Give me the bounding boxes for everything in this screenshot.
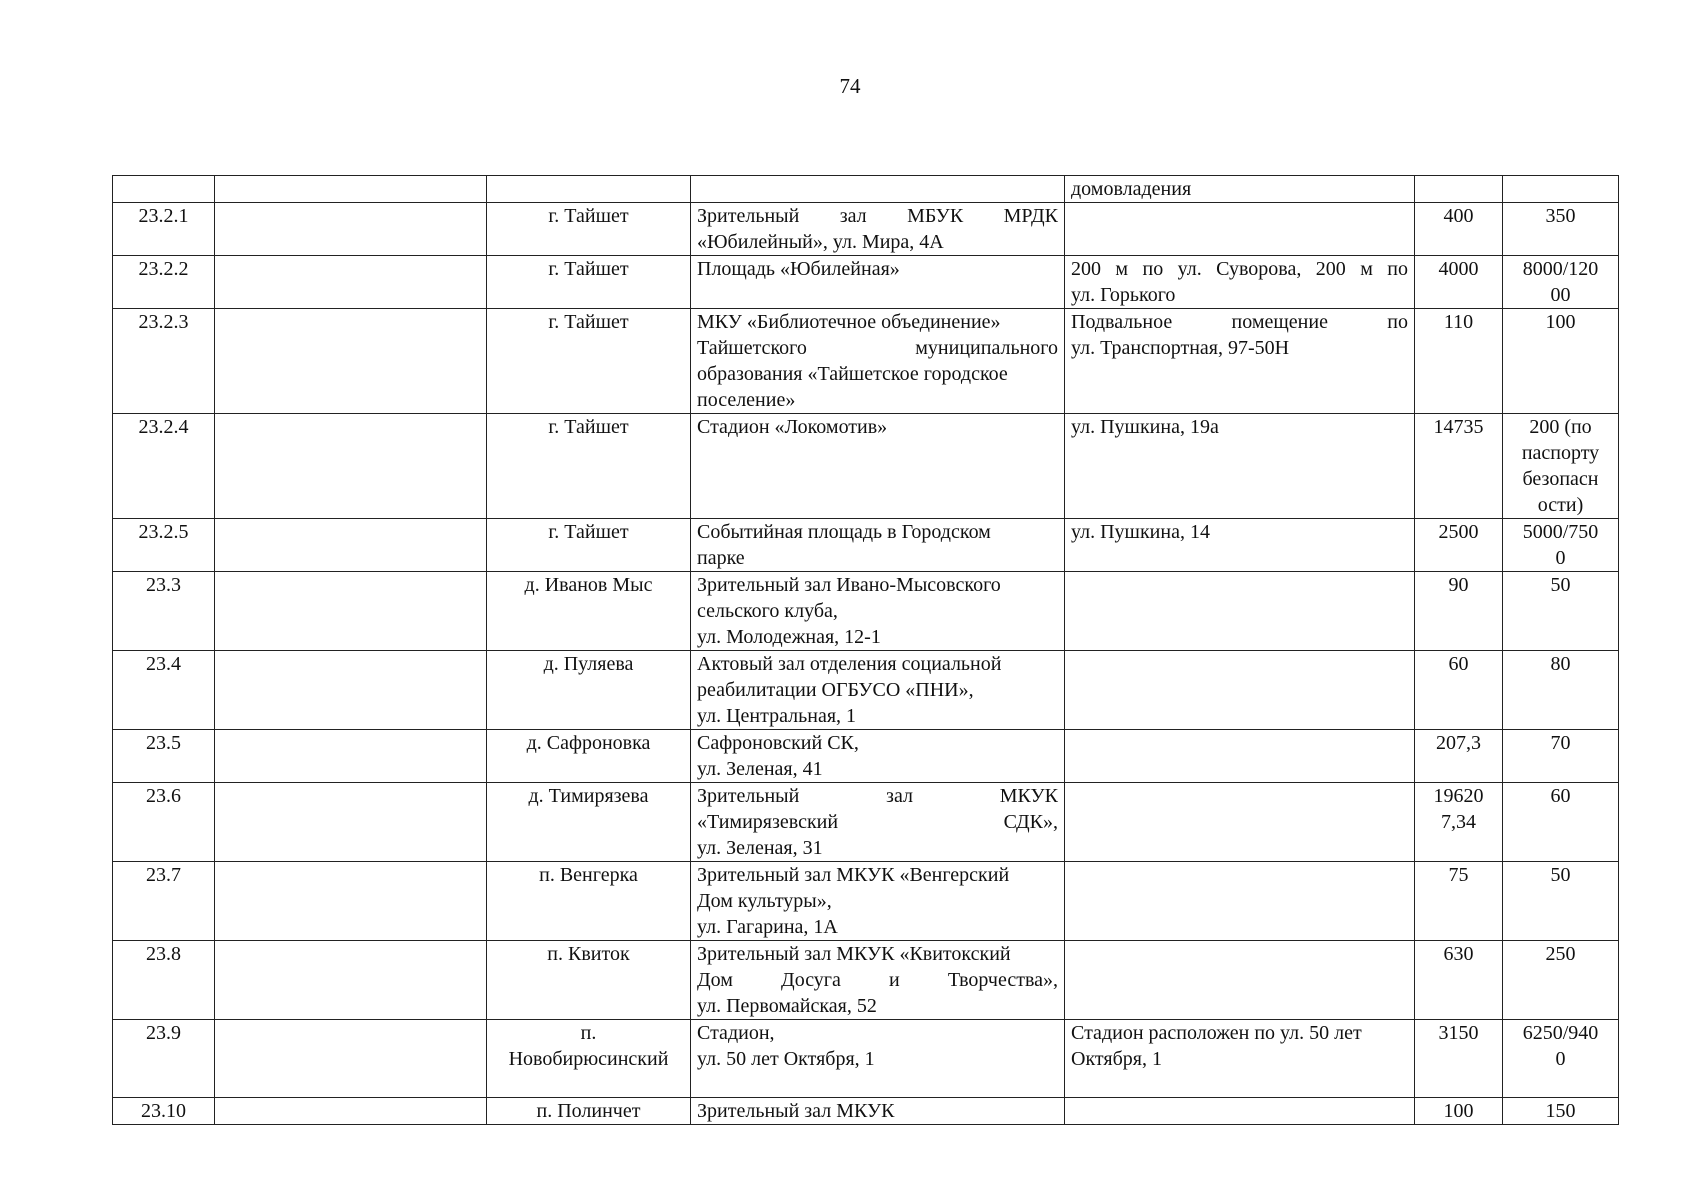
cell-name-line: Дом культуры», — [697, 890, 832, 912]
cell-blank — [215, 572, 487, 651]
table-header-continuation-row — [113, 176, 1619, 203]
cell-name-line: ул. Зеленая, 41 — [697, 758, 823, 780]
cell-locality: г. Тайшет — [487, 256, 691, 309]
cell-capacity-line: 60 — [1550, 785, 1571, 807]
cell-locality: г. Тайшет — [487, 309, 691, 414]
cell-address — [1065, 730, 1415, 783]
cell-name-line: реабилитации ОГБУСО «ПНИ», — [697, 679, 974, 701]
cell-name-line: Зрительный зал МКУК «Венгерский — [697, 864, 1010, 886]
cell-locality: г. Тайшет — [487, 203, 691, 256]
cell-name — [691, 309, 1065, 414]
cell-capacity-line: 6250/940 — [1522, 1022, 1599, 1044]
cell-locality: г. Тайшет — [487, 414, 691, 519]
table-row — [113, 730, 1619, 783]
cell-name-line: Зрительный зал МКУК — [697, 785, 1058, 807]
cell-area: 14735 — [1415, 414, 1503, 519]
cell-blank — [215, 651, 487, 730]
cell-num: 23.2.5 — [113, 519, 215, 572]
cell-locality: п. Венгерка — [487, 862, 691, 941]
cell-address-line: 200 м по ул. Суворова, 200 м по — [1071, 258, 1408, 280]
table-row — [113, 1020, 1619, 1098]
cell-name — [691, 1020, 1065, 1098]
cell-locality: п. Новобирюсинский — [487, 1020, 691, 1098]
cell-capacity-line: 50 — [1550, 574, 1571, 596]
cell-address — [1065, 1098, 1415, 1125]
cell-name — [691, 730, 1065, 783]
cell-capacity-line: 00 — [1550, 284, 1571, 306]
cell-name-line: Событийная площадь в Городском — [697, 521, 991, 543]
cell-capacity — [1503, 941, 1619, 1020]
table-row — [113, 783, 1619, 862]
cell-area: 19620 7,34 — [1415, 783, 1503, 862]
cell-num: 23.3 — [113, 572, 215, 651]
cell-name-line: Площадь «Юбилейная» — [697, 258, 900, 280]
cell-address-line: ул. Пушкина, 14 — [1071, 521, 1210, 543]
cell-capacity — [1503, 572, 1619, 651]
cell-capacity — [1503, 783, 1619, 862]
cell-capacity-line: 50 — [1550, 864, 1571, 886]
cell-num: 23.6 — [113, 783, 215, 862]
table-row — [113, 519, 1619, 572]
cell-address-line: ул. Транспортная, 97-50Н — [1071, 337, 1290, 359]
cell-capacity — [1503, 309, 1619, 414]
cell-name-line: Сафроновский СК, — [697, 732, 859, 754]
cell-area: 400 — [1415, 203, 1503, 256]
cell-capacity-line: 350 — [1545, 205, 1576, 227]
cell-capacity-line: безопасн — [1522, 468, 1599, 490]
cell-locality: п. Квиток — [487, 941, 691, 1020]
cell-capacity-line: паспорту — [1521, 442, 1600, 464]
facilities-table — [112, 175, 1619, 1125]
cell-name-line: ул. Молодежная, 12-1 — [697, 626, 881, 648]
cell-area: 100 — [1415, 1098, 1503, 1125]
cell-name-line: парке — [697, 547, 745, 569]
cell-capacity-line: 100 — [1545, 311, 1576, 333]
cell-name — [691, 1098, 1065, 1125]
cell-num: 23.2.2 — [113, 256, 215, 309]
cell-capacity-line: 0 — [1555, 547, 1566, 569]
cell-address — [1065, 572, 1415, 651]
cell-area — [1415, 176, 1503, 203]
cell-locality: д. Иванов Мыс — [487, 572, 691, 651]
cell-blank — [215, 519, 487, 572]
cell-area: 60 — [1415, 651, 1503, 730]
cell-address-line: Октября, 1 — [1071, 1048, 1162, 1070]
cell-capacity-line: 5000/750 — [1522, 521, 1599, 543]
cell-address-line: Стадион расположен по ул. 50 лет — [1071, 1022, 1362, 1044]
cell-address-line: ул. Горького — [1071, 284, 1176, 306]
cell-blank — [215, 1020, 487, 1098]
cell-name-line: Зрительный зал МКУК «Квитокский — [697, 943, 1011, 965]
cell-name-line: ул. Гагарина, 1А — [697, 916, 838, 938]
cell-name-line: Зрительный зал МКУК — [697, 1100, 895, 1122]
cell-area: 630 — [1415, 941, 1503, 1020]
cell-name-line: Зрительный зал МБУК МРДК — [697, 205, 1058, 227]
cell-capacity — [1503, 176, 1619, 203]
cell-blank — [215, 862, 487, 941]
cell-num: 23.2.4 — [113, 414, 215, 519]
cell-capacity-line: 70 — [1550, 732, 1571, 754]
cell-blank — [215, 203, 487, 256]
table-row — [113, 256, 1619, 309]
cell-address — [1065, 203, 1415, 256]
cell-capacity — [1503, 651, 1619, 730]
cell-locality: д. Пуляева — [487, 651, 691, 730]
cell-capacity-line: 200 (по — [1529, 416, 1592, 438]
cell-blank — [215, 176, 487, 203]
table-row — [113, 1098, 1619, 1125]
cell-name — [691, 651, 1065, 730]
cell-capacity — [1503, 414, 1619, 519]
cell-name — [691, 783, 1065, 862]
cell-capacity-line: 150 — [1545, 1100, 1576, 1122]
cell-area: 2500 — [1415, 519, 1503, 572]
cell-capacity — [1503, 1020, 1619, 1098]
cell-address — [1065, 1020, 1415, 1098]
table-row — [113, 203, 1619, 256]
page-number: 74 — [839, 74, 861, 98]
cell-address — [1065, 651, 1415, 730]
cell-locality: д. Сафроновка — [487, 730, 691, 783]
cell-capacity-line: ости) — [1537, 494, 1584, 516]
cell-name-line: «Юбилейный», ул. Мира, 4А — [697, 231, 944, 253]
cell-name — [691, 203, 1065, 256]
cell-area: 207,3 — [1415, 730, 1503, 783]
cell-blank — [215, 414, 487, 519]
cell-name — [691, 256, 1065, 309]
cell-address — [1065, 256, 1415, 309]
cell-num: 23.8 — [113, 941, 215, 1020]
cell-blank — [215, 730, 487, 783]
cell-locality: д. Тимирязева — [487, 783, 691, 862]
cell-num: 23.7 — [113, 862, 215, 941]
cell-area: 75 — [1415, 862, 1503, 941]
cell-num: 23.2.1 — [113, 203, 215, 256]
cell-address — [1065, 783, 1415, 862]
cell-name — [691, 862, 1065, 941]
cell-name — [691, 176, 1065, 203]
cell-locality: п. Полинчет — [487, 1098, 691, 1125]
cell-name-line: Стадион «Локомотив» — [697, 416, 888, 438]
cell-num: 23.9 — [113, 1020, 215, 1098]
cell-address — [1065, 941, 1415, 1020]
cell-capacity — [1503, 256, 1619, 309]
cell-name — [691, 519, 1065, 572]
cell-name-line: поселение» — [697, 389, 796, 411]
cell-name-line: ул. Центральная, 1 — [697, 705, 857, 727]
cell-name-line: Тайшетского муниципального — [697, 337, 1058, 359]
cell-address-line: ул. Пушкина, 19а — [1071, 416, 1219, 438]
cell-area: 110 — [1415, 309, 1503, 414]
cell-num — [113, 176, 215, 203]
cell-address — [1065, 414, 1415, 519]
cell-name-line: Актовый зал отделения социальной — [697, 653, 1002, 675]
cell-capacity-line: 80 — [1550, 653, 1571, 675]
table-row — [113, 941, 1619, 1020]
cell-capacity-line: 0 — [1555, 1048, 1566, 1070]
cell-locality — [487, 176, 691, 203]
table-row — [113, 862, 1619, 941]
table-row — [113, 309, 1619, 414]
cell-name-line: Зрительный зал Ивано-Мысовского — [697, 574, 1001, 596]
cell-locality: г. Тайшет — [487, 519, 691, 572]
cell-name-line: образования «Тайшетское городское — [697, 363, 1008, 385]
cell-num: 23.4 — [113, 651, 215, 730]
cell-name-line: ул. 50 лет Октября, 1 — [697, 1048, 875, 1070]
cell-blank — [215, 783, 487, 862]
cell-capacity — [1503, 862, 1619, 941]
cell-blank — [215, 941, 487, 1020]
table-row — [113, 414, 1619, 519]
cell-name-line: ул. Первомайская, 52 — [697, 995, 877, 1017]
cell-area: 3150 — [1415, 1020, 1503, 1098]
cell-num: 23.10 — [113, 1098, 215, 1125]
table-row — [113, 572, 1619, 651]
cell-area: 90 — [1415, 572, 1503, 651]
cell-capacity — [1503, 730, 1619, 783]
cell-address: домовладения — [1065, 176, 1415, 203]
table-row — [113, 651, 1619, 730]
cell-name — [691, 572, 1065, 651]
cell-address — [1065, 862, 1415, 941]
cell-capacity-line: 250 — [1545, 943, 1576, 965]
cell-name-line: «Тимирязевский СДК», — [697, 811, 1058, 833]
cell-address — [1065, 309, 1415, 414]
cell-name-line: Стадион, — [697, 1022, 775, 1044]
cell-capacity-line: 8000/120 — [1522, 258, 1599, 280]
cell-capacity — [1503, 203, 1619, 256]
cell-num: 23.2.3 — [113, 309, 215, 414]
cell-capacity — [1503, 1098, 1619, 1125]
cell-blank — [215, 256, 487, 309]
cell-name-line: МКУ «Библиотечное объединение» — [697, 311, 1001, 333]
cell-area: 4000 — [1415, 256, 1503, 309]
cell-capacity — [1503, 519, 1619, 572]
cell-blank — [215, 309, 487, 414]
cell-name-line: ул. Зеленая, 31 — [697, 837, 823, 859]
cell-num: 23.5 — [113, 730, 215, 783]
cell-address — [1065, 519, 1415, 572]
cell-name — [691, 414, 1065, 519]
cell-name-line: сельского клуба, — [697, 600, 838, 622]
cell-name — [691, 941, 1065, 1020]
cell-address-line: Подвальное помещение по — [1071, 311, 1408, 333]
cell-name-line: Дом Досуга и Творчества», — [697, 969, 1058, 991]
cell-blank — [215, 1098, 487, 1125]
